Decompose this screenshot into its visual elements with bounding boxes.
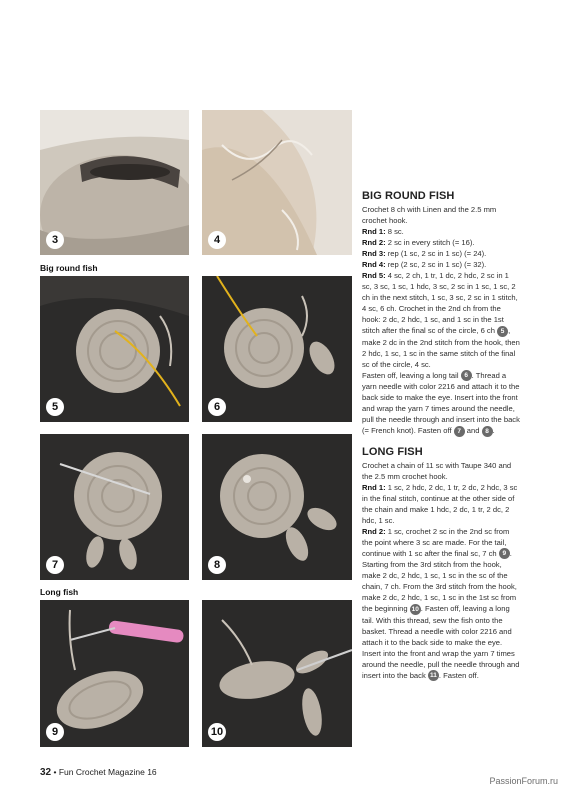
round-5: Rnd 5: 4 sc, 2 ch, 1 tr, 1 dc, 2 hdc, 2 sc in 1 sc, 3 sc, 1 sc, 1 hdc, 3 sc, 2 sc in 1 sc, 1 sc, 2 ch in the next stitch, 1 sc, 3 sc, 2 sc in 1 stitch, 4 sc, 6 ch. Crochet in the 2nd ch from the hook: 2 dc, 2 hdc, 1 sc, and 1 sc in the 1st stitch after the final sc of the circle, 6 ch 5 , make 2 dc in the 2nd stitch from the hook, then 2 hdc, 1 sc, 1 sc in the same stitch of the final sc of the circle, 4 sc.	[362, 271, 520, 369]
photo-4	[202, 110, 352, 255]
caption-long-fish: Long fish	[40, 587, 79, 597]
step-number: 3	[46, 231, 64, 249]
caption-big-round-fish: Big round fish	[40, 263, 98, 273]
step-number: 9	[46, 723, 64, 741]
long-fish-tail-image	[202, 600, 352, 747]
photo-10	[202, 600, 352, 747]
section-title: BIG ROUND FISH	[362, 190, 455, 202]
long-fish-hook-image	[40, 600, 189, 747]
step-marker: 8	[482, 426, 493, 437]
step-marker: 11	[428, 670, 439, 681]
round-1: Rnd 1: 1 sc, 2 hdc, 2 dc, 1 tr, 2 dc, 2 hdc, 3 sc in the final stitch, continue at the other side of the chain and make 1 hdc, 2 dc, 1 tr, 2 dc, 2 hdc, 1 sc.	[362, 482, 518, 525]
watermark: PassionForum.ru	[489, 776, 558, 786]
round-4: Rnd 4: rep (2 sc, 2 sc in 1 sc) (= 32).	[362, 260, 487, 269]
step-marker: 10	[411, 605, 419, 613]
round-fish-yarn-image	[40, 276, 189, 422]
photo-8	[202, 434, 352, 580]
section-title: LONG FISH	[362, 445, 423, 458]
basket-needle-image	[202, 110, 352, 255]
step-number: 10	[208, 723, 226, 741]
round-2: Rnd 2: 2 sc in every stitch (= 16).	[362, 238, 475, 247]
step-marker: 7	[454, 426, 465, 437]
step-number: 6	[208, 398, 226, 416]
page-number: 32	[40, 767, 52, 778]
intro-text: Crochet a chain of 11 sc with Taupe 340 and the 2.5 mm crochet hook.	[362, 460, 512, 481]
step-number: 5	[46, 398, 64, 416]
french-knot-image	[40, 434, 189, 580]
finished-round-fish-image	[202, 434, 352, 580]
step-marker: 5	[497, 326, 508, 337]
instructions-column	[362, 191, 520, 681]
basket-handle-image	[40, 110, 189, 255]
step-number: 7	[46, 556, 64, 574]
step-number: 8	[208, 556, 226, 574]
round-2: Rnd 2: 1 sc, crochet 2 sc in the 2nd sc from the point where 3 sc are made. For the tail, continue with 1 sc after the final sc, 7 ch 9 .	[362, 526, 512, 558]
photo-7	[40, 434, 189, 580]
intro-text: Crochet 8 ch with Linen and the 2.5 mm crochet hook.	[362, 205, 497, 225]
fasten-off-text: Fasten off, leaving a long tail 6 . Thread a yarn needle with color 2216 and attach it to the back side to make the eye. Insert into the front and wrap the yarn 7 times around the needle, pull the needle through and insert into the back (= French knot). Fasten off 7 and 8 .	[362, 370, 520, 435]
photo-5	[40, 276, 189, 422]
magazine-name: Fun Crochet Magazine 16	[58, 767, 157, 777]
round-3: Rnd 3: rep (1 sc, 2 sc in 1 sc) (= 24).	[362, 249, 487, 258]
round-1: Rnd 1: 8 sc.	[362, 227, 404, 236]
round-fish-tail-image	[202, 276, 352, 422]
step-marker: 9	[499, 548, 510, 559]
footer-bullet: •	[53, 767, 57, 777]
photo-6	[202, 276, 352, 422]
tail-text: Starting from the 3rd stitch from the hook, make 2 dc, 2 hdc, 1 sc, 1 sc in the sc of the chain, 7 ch. From the 3rd stitch from the hook, make 2 dc, 2 hdc, 1 sc, 1 sc in the 1st sc from the beginning 10 . Fasten off, leaving a long tail. With this thread, sew the fish onto the basket. Thread a needle with color 2216 and attach it to the back side to make the eye. Insert into the front and wrap the yarn 7 times around the needle, pull the needle through and insert into the back 11 . Fasten off.	[362, 560, 520, 680]
page-footer	[40, 767, 157, 778]
step-marker: 6	[461, 370, 472, 381]
photo-9	[40, 600, 189, 747]
step-number: 4	[208, 231, 226, 249]
photo-3	[40, 110, 189, 255]
